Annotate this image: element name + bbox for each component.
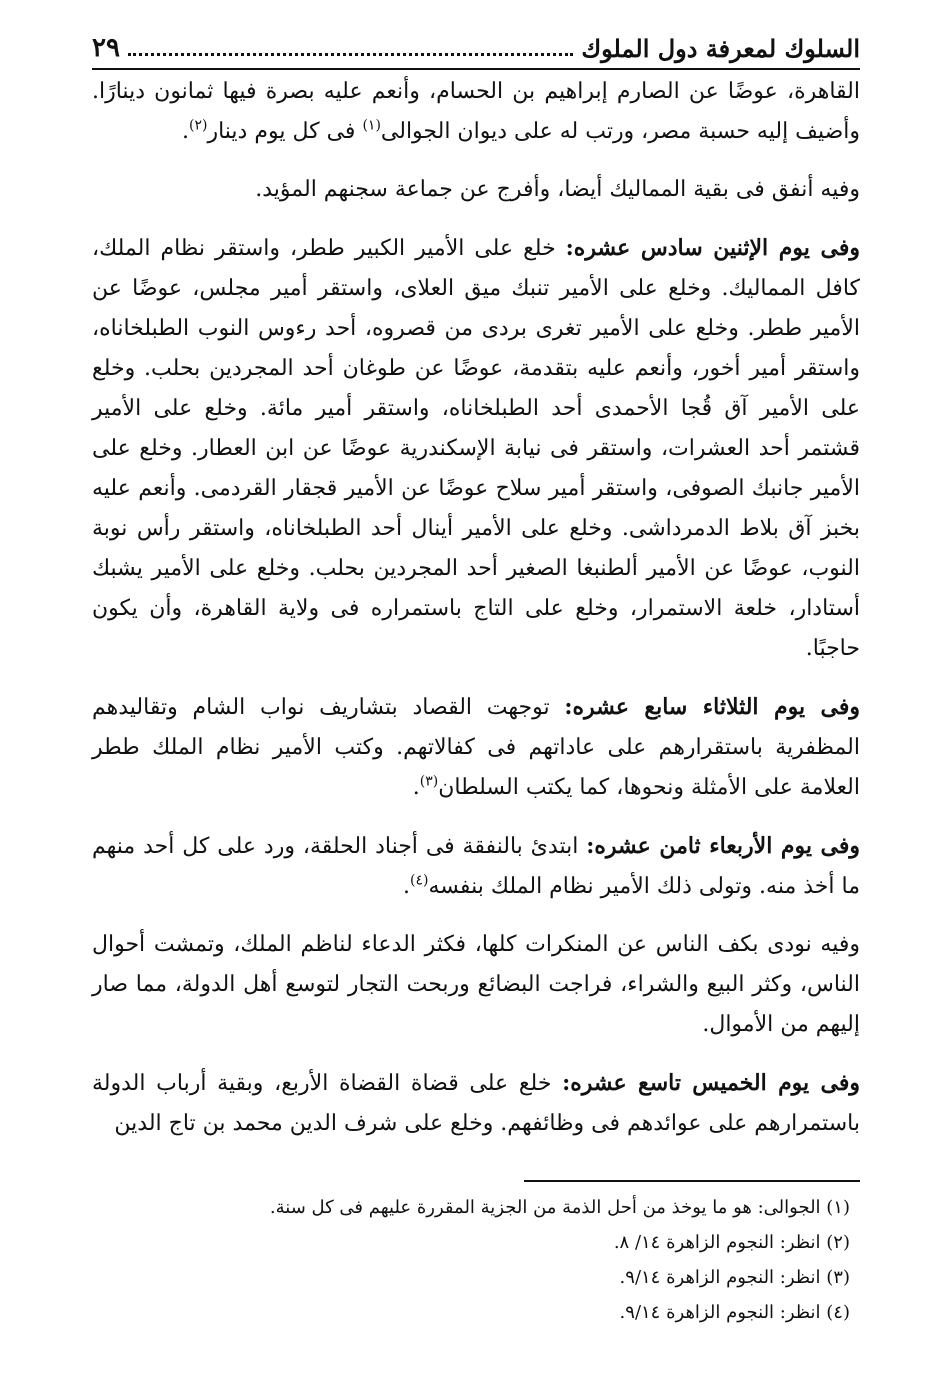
footnote-ref-1: (١) <box>362 117 381 134</box>
paragraph-6 <box>92 925 860 1045</box>
footnote-3: (٣) انظر: النجوم الزاهرة ٩/١٤. <box>619 1267 850 1288</box>
paragraph-text: . <box>403 874 411 899</box>
paragraph-5 <box>92 826 860 907</box>
footnote-ref-4: (٤) <box>410 872 429 889</box>
footnotes <box>92 1190 850 1330</box>
paragraph-3 <box>92 228 860 669</box>
paragraph-text: فى كل يوم دينار <box>207 119 363 144</box>
date-heading: وفى يوم الأربعاء ثامن عشره: <box>586 833 861 859</box>
date-heading: وفى يوم الإثنين سادس عشره: <box>565 235 861 261</box>
date-heading: وفى يوم الثلاثاء سابع عشره: <box>564 694 861 720</box>
paragraph-text: ابتدئ بالنفقة فى أجناد الحلقة، ورد على كل أحد منهم ما أخذ منه. وتولى ذلك الأمير نظام الملك بنفسه <box>92 834 860 899</box>
page-number: ٢٩ <box>92 33 120 63</box>
paragraph-text: . <box>412 775 420 800</box>
paragraph-7 <box>92 1063 860 1144</box>
footnote-4: (٤) انظر: النجوم الزاهرة ٩/١٤. <box>619 1302 850 1323</box>
paragraph-text: خلع على قضاة القضاة الأربع، وبقية أرباب الدولة باستمرارهم على عوائدهم فى وظائفهم. وخلع على شرف الدين محمد بن تاج الدين <box>92 1071 860 1136</box>
paragraph-text: توجهت القصاد بتشاريف نواب الشام وتقاليدهم المظفرية باستقرارهم على عاداتهم فى كفالاتهم. وكتب الأمير نظام الملك ططر العلامة على الأمثلة ونحوها، كما يكتب السلطان <box>92 695 860 800</box>
paragraph-text: . <box>182 119 189 144</box>
paragraph-text: وفيه أنفق فى بقية المماليك أيضا، وأفرج عن جماعة سجنهم المؤيد. <box>255 177 860 202</box>
paragraph-1 <box>92 72 860 152</box>
footnote-1: (١) الجوالى: هو ما يوخذ من أحل الذمة من الجزية المقررة عليهم فى كل سنة. <box>269 1197 850 1218</box>
paragraph-text: خلع على الأمير الكبير ططر، واستقر نظام الملك، كافل المماليك. وخلع على الأمير تنبك ميق العلاى، واستقر أمير مجلس، عوضًا عن الأمير ططر. وخلع على الأمير تغرى بردى من قصروه، أحد رءوس النوب الطبلخاناه، واستقر أمير أخور، وأنعم عليه بتقدمة، عوضًا عن طوغان أحد المجردين بحلب. وخلع على الأمير آق قُجا الأحمدى أحد الطبلخاناه، واستقر أمير مائة. وخلع على الأمير قشتمر أحد العشرات، واستقر فى نيابة الإسكندرية عوضًا عن ابن العطار. وخلع على الأمير جانبك الصوفى، واستقر أمير سلاح عوضًا عن الأمير قجقار القردمى. وأنعم عليه بخبز آق بلاط الدمرداشى. وخلع على الأمير أينال أحد الطبلخاناه، واستقر رأس نوبة النوب، عوضًا عن الأمير ألطنبغا الصغير أحد المجردين بحلب. وخلع على الأمير يشبك أستادار، خلعة الاستمرار، وخلع على التاج باستمراره فى ولاية القاهرة، وأن يكون حاجبًا. <box>92 236 860 661</box>
running-header <box>92 28 860 70</box>
footnote-ref-3: (٣) <box>419 773 439 790</box>
footnote-2: (٢) انظر: النجوم الزاهرة ١٤/ ٨. <box>613 1232 850 1253</box>
book-title: السلوك لمعرفة دول الملوك <box>581 33 860 63</box>
main-text <box>92 72 860 1162</box>
paragraph-4 <box>92 687 860 808</box>
footnote-separator <box>524 1180 860 1182</box>
paragraph-text: القاهرة، عوضًا عن الصارم إبراهيم بن الحسام، وأنعم عليه بصرة فيها ثمانون دينارًا. وأضيف إليه حسبة مصر، ورتب له على ديوان الجوالى <box>92 79 860 144</box>
footnote-ref-2: (٢) <box>189 117 208 134</box>
paragraph-text: وفيه نودى بكف الناس عن المنكرات كلها، فكثر الدعاء لناظم الملك، وتمشت أحوال الناس، وكثر البيع والشراء، فراجت البضائع وربحت التجار لتوسع أهل الدولة، مما صار إليهم من الأموال. <box>92 932 860 1037</box>
paragraph-2 <box>92 170 860 210</box>
date-heading: وفى يوم الخميس تاسع عشره: <box>562 1070 860 1096</box>
leader-dots <box>128 53 573 56</box>
